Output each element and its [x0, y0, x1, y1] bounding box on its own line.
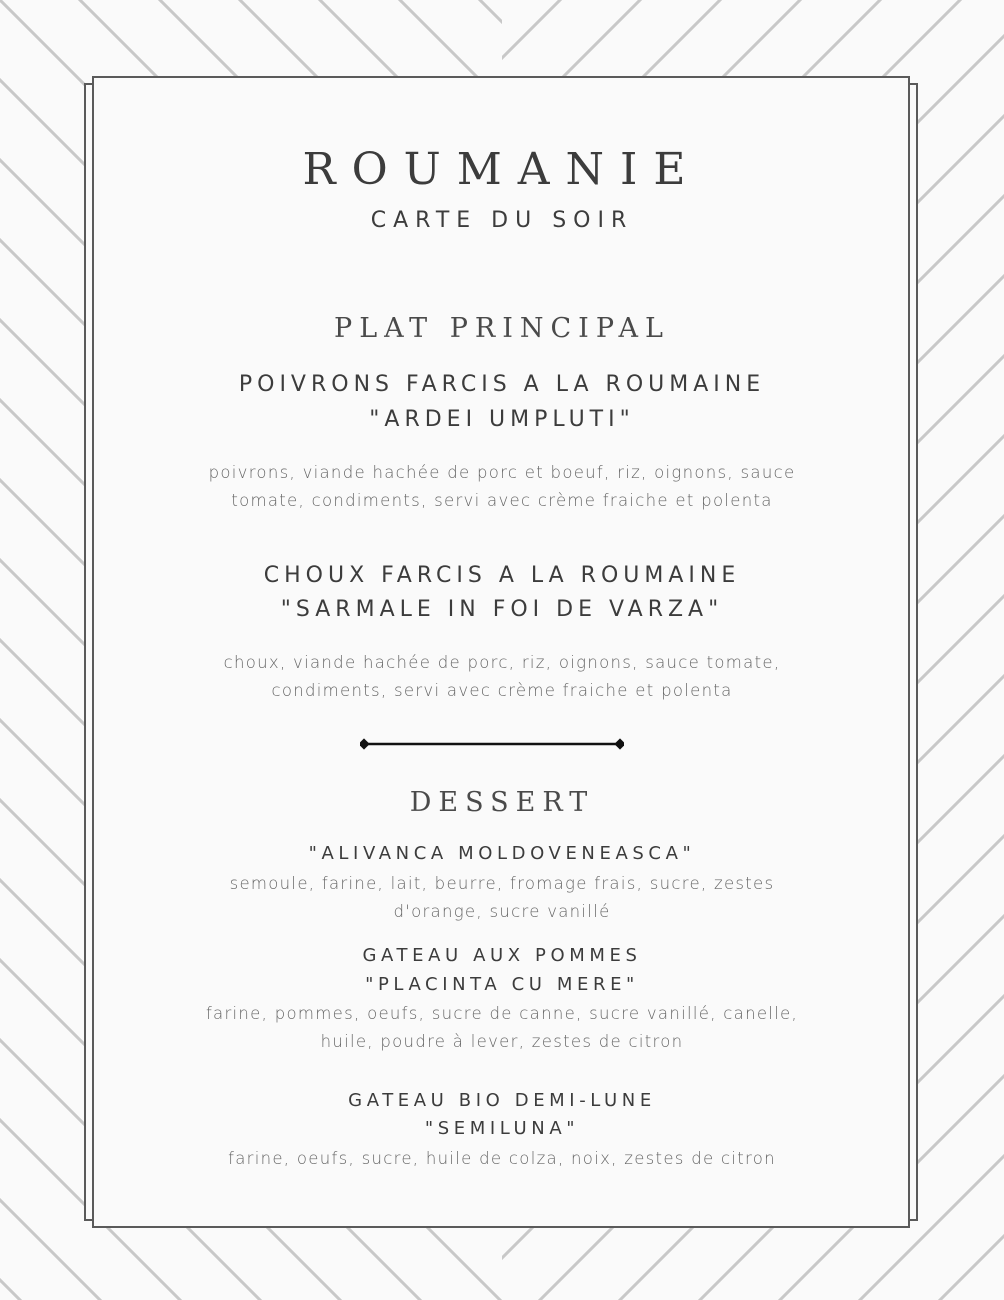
dessert-description: farine, oeufs, sucre, huile de colza, noix, zestes de citron: [228, 1149, 776, 1168]
section-heading-dessert: DESSERT: [409, 787, 595, 818]
dessert-name: GATEAU BIO DEMI-LUNE: [348, 1090, 656, 1111]
dessert-name-romanian: "SEMILUNA": [424, 1118, 580, 1139]
dish-name: POIVRONS FARCIS A LA ROUMAINE: [238, 372, 766, 397]
dessert-name-romanian: "PLACINTA CU MERE": [365, 974, 639, 995]
dish-name-romanian: "ARDEI UMPLUTI": [369, 407, 635, 432]
dessert-name: GATEAU AUX POMMES: [362, 945, 642, 966]
dessert-name: "ALIVANCA MOLDOVENEASCA": [308, 843, 696, 864]
section-divider: [360, 737, 624, 751]
dessert-description: farine, pommes, oeufs, sucre de canne, sucre vanillé, canelle,: [205, 1004, 799, 1023]
section-heading-main-course: PLAT PRINCIPAL: [334, 313, 670, 344]
dish-description: tomate, condiments, servi avec crème fraiche et polenta: [231, 491, 773, 510]
dish-name-romanian: "SARMALE IN FOI DE VARZA": [280, 597, 724, 622]
dessert-description: semoule, farine, lait, beurre, fromage frais, sucre, zestes: [229, 874, 775, 893]
menu-title: ROUMANIE: [302, 144, 702, 195]
dish-description: condiments, servi avec crème fraiche et polenta: [271, 681, 733, 700]
menu-subtitle: CARTE DU SOIR: [370, 208, 634, 233]
dish-description: poivrons, viande hachée de porc et boeuf, riz, oignons, sauce: [208, 463, 796, 482]
dessert-description: d'orange, sucre vanillé: [393, 902, 611, 921]
dish-description: choux, viande hachée de porc, riz, oignons, sauce tomate,: [223, 653, 781, 672]
dish-name: CHOUX FARCIS A LA ROUMAINE: [263, 563, 741, 588]
dessert-description: huile, poudre à lever, zestes de citron: [320, 1032, 684, 1051]
